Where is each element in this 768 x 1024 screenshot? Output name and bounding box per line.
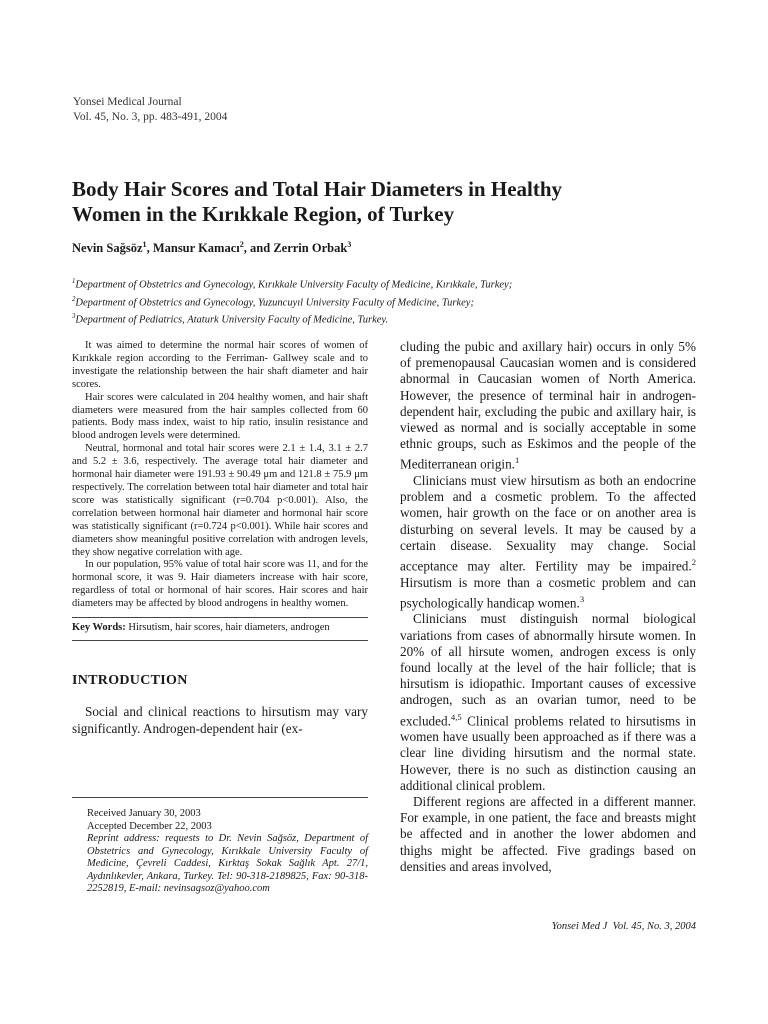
page-footer: Yonsei Med J Vol. 45, No. 3, 2004 [551, 921, 696, 932]
author-and: , and [243, 241, 274, 256]
left-column [72, 340, 368, 737]
body-paragraph: Social and clinical reactions to hirsutism may vary significantly. Androgen-dependent hair (ex- [72, 704, 368, 737]
citation-marker: 1 [514, 455, 520, 466]
affiliation [72, 275, 712, 293]
affiliation [72, 293, 712, 311]
accepted-date: Accepted December 22, 2003 [87, 820, 212, 832]
right-column [400, 339, 696, 875]
footnotes [72, 797, 368, 896]
abstract-paragraph: It was aimed to determine the normal hair scores of women of Kırıkkale region according to the Ferriman- Gallwey scale and to investigate the relationship between the hair shaft diameter and hair scores. [72, 340, 368, 390]
keywords-label: Key Words: [72, 622, 126, 634]
paragraph-text: cluding the pubic and axillary hair) occurs in only 5% of premenopausal Caucasian women and is considered abnormal in Caucasian women of North America. However, the presence of terminal hair in androgen-dependent hair, excluding the pubic and axillary hair, is viewed as normal and is socially acceptable in some ethnic groups, such as Eskimos and the people of the Mediterranean origin. [400, 339, 696, 472]
affiliation-marker: 1 [72, 278, 76, 285]
paragraph-text: Clinicians must view hirsutism as both an endocrine problem and a cosmetic problem. To the affected women, hair growth on the face or on another area is disturbing on several levels. It may be caused by a certain disease. Sexuality may change. Social acceptance may alter. Fertility may be impaired. [400, 473, 696, 574]
affiliations [72, 275, 712, 328]
author-affiliation-marker: 2 [239, 240, 244, 249]
affiliation-text: Department of Pediatrics, Ataturk University Faculty of Medicine, Turkey. [75, 314, 389, 326]
author-name: Mansur Kamacı [152, 241, 240, 256]
journal-header [73, 95, 227, 125]
affiliation-marker: 3 [72, 313, 76, 320]
keywords-text: Hirsutism, hair scores, hair diameters, androgen [125, 622, 330, 634]
paragraph-text: Clinical problems related to hirsutisms in women have usually been approached as if there was a clear line dividing hirsutism and the normal state. However, there is no such as distinction causing an additional clinical problem. [400, 713, 696, 793]
body-paragraph [400, 794, 696, 875]
article-title [72, 177, 712, 227]
title-line-1: Body Hair Scores and Total Hair Diameters in Healthy [72, 177, 563, 201]
paragraph-text: Different regions are affected in a different manner. For example, in one patient, the face and breasts might be affected and in another the lower abdomen and thighs might be affected. Five gradings based on densities and areas involved, [400, 794, 696, 874]
section-heading-introduction: INTRODUCTION [72, 673, 188, 689]
author-affiliation-marker: 3 [347, 240, 352, 249]
keywords [72, 621, 368, 634]
affiliation-text: Department of Obstetrics and Gynecology, Yuzuncuyıl University Faculty of Medicine, Turkey; [75, 297, 474, 308]
journal-citation: Vol. 45, No. 3, pp. 483-491, 2004 [73, 111, 228, 123]
paragraph-text: Hirsutism is more than a cosmetic problem and can psychologically handicap women. [400, 574, 696, 611]
author-list [72, 240, 351, 256]
abstract-paragraph: In our population, 95% value of total hair score was 11, and for the hormonal score, it was 9. Hair diameters increase with hair score, regardless of total or hormonal of hair scores. Hair scores and hair diameters may be affected by blood androgens in healthy women. [72, 559, 368, 610]
citation-marker: 3 [579, 593, 585, 604]
keywords-box [72, 617, 368, 641]
journal-name: Yonsei Medical Journal [73, 96, 182, 108]
abstract [72, 340, 368, 611]
paragraph-text: Clinicians must distinguish normal biological variations from cases of abnormally hirsute women. In 20% of all hirsute women, androgen excess is only found locally at the level of the hair follicle; that is hirsutism is idiopathic. Important causes of excessive androgen, such as an ovarian tumor, need to be excluded. [400, 611, 696, 729]
author-name: Zerrin Orbak [273, 241, 348, 256]
author-separator: , [146, 241, 153, 256]
reprint-address: Reprint address: requests to Dr. Nevin Sağsöz, Department of Obstetrics and Gynecology, Kırıkkale University Faculty of Medicine, Çevreli Caddesi, Kırktaş Sokak Sağlık Apt. 27/1, Aydınlıkevler, Ankara, Turkey. Tel: 90-318-2189825, Fax: 90-318-2252819, E-mail: nevinsagsoz@yahoo.com [87, 833, 368, 894]
citation-marker: 2 [691, 557, 696, 568]
author-name: Nevin Sağsöz [72, 241, 143, 256]
right-column-body [400, 339, 696, 875]
body-paragraph [400, 473, 696, 611]
affiliation-marker: 2 [72, 295, 76, 303]
received-date: Received January 30, 2003 [87, 808, 201, 819]
title-line-2: Women in the Kırıkkale Region, of Turkey [72, 202, 455, 226]
introduction-body [72, 703, 368, 737]
abstract-paragraph: Neutral, hormonal and total hair scores were 2.1 ± 1.4, 3.1 ± 2.7 and 5.2 ± 3.6, respectively. The average total hair diameter and hormonal hair diameter were 191.93 ± 90.49 μm and 121.8 ± 75.9 μm respectively. The correlation between total hair diameter and total hair score was statistically significant (r=0.704 p<0.001). Also, the correlation between hormonal hair diameter and hormonal hair score was statistically significant (r=0.724 p<0.001). While hair scores and diameters show meaningful positive correlation with androgen levels, they show negative correlation with age. [72, 443, 368, 558]
abstract-paragraph: Hair scores were calculated in 204 healthy women, and hair shaft diameters were measured from the hair samples collected from 60 patients. Body mass index, waist to hip ratio, insulin resistance and blood androgen levels were determined. [72, 391, 368, 442]
affiliation-text: Department of Obstetrics and Gynecology, Kırıkkale University Faculty of Medicine, Kırıkkale, Turkey; [75, 279, 513, 291]
author-affiliation-marker: 1 [142, 240, 147, 249]
citation-marker: 4,5 [450, 711, 462, 722]
body-paragraph [400, 339, 696, 473]
body-paragraph [400, 611, 696, 794]
affiliation [72, 310, 712, 328]
